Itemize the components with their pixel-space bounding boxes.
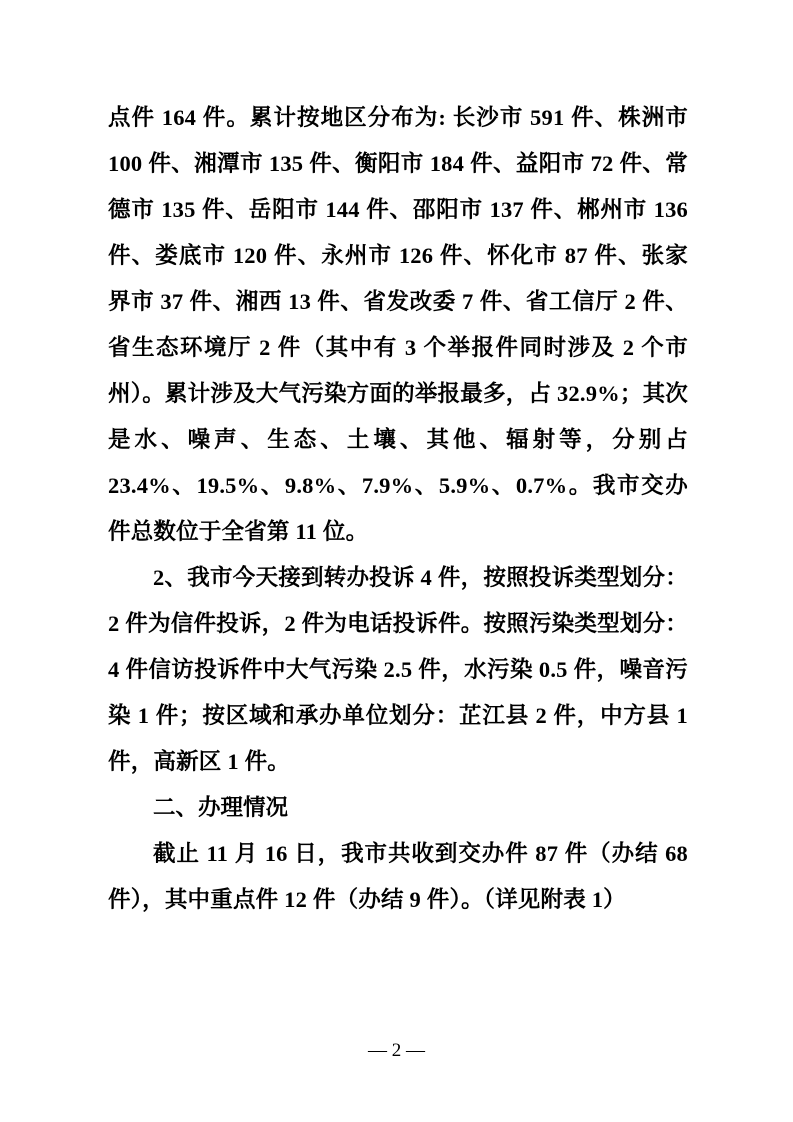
- paragraph-handling: 截止 11 月 16 日，我市共收到交办件 87 件（办结 68 件），其中重点件 12 件（办结 9 件）。（详见附表 1）: [108, 841, 688, 912]
- paragraph-statistics: 点件 164 件。累计按地区分布为: 长沙市 591 件、株洲市 100 件、湘潭市 135 件、衡阳市 184 件、益阳市 72 件、常德市 135 件、岳阳市 144 件、邵阳市 137 件、郴州市 136 件、娄底市 120 件、永州市 126 件、怀化市 87 件、张家界市 37 件、湘西 13 件、省发改委 7 件、省工信厅 2 件、省生态环境厅 2 件（其中有 3 个举报件同时涉及 2 个市州）。累计涉及大气污染方面的举报最多，占 32.9%；其次是水、噪声、生态、土壤、其他、辐射等，分别占 23.4%、19.5%、9.8%、7.9%、5.9%、0.7%。我市交办件总数位于全省第 11 位。: [108, 105, 688, 544]
- document-body: [108, 95, 688, 923]
- paragraph-item-2: 2、我市今天接到转办投诉 4 件，按照投诉类型划分：2 件为信件投诉，2 件为电话投诉件。按照污染类型划分：4 件信访投诉件中大气污染 2.5 件，水污染 0.5 件，噪音污染 1 件；按区域和承办单位划分：芷江县 2 件，中方县 1 件，高新区 1 件。: [108, 565, 688, 774]
- page-number-footer: — 2 —: [368, 1040, 425, 1061]
- section-heading-handling: 二、办理情况: [153, 795, 289, 820]
